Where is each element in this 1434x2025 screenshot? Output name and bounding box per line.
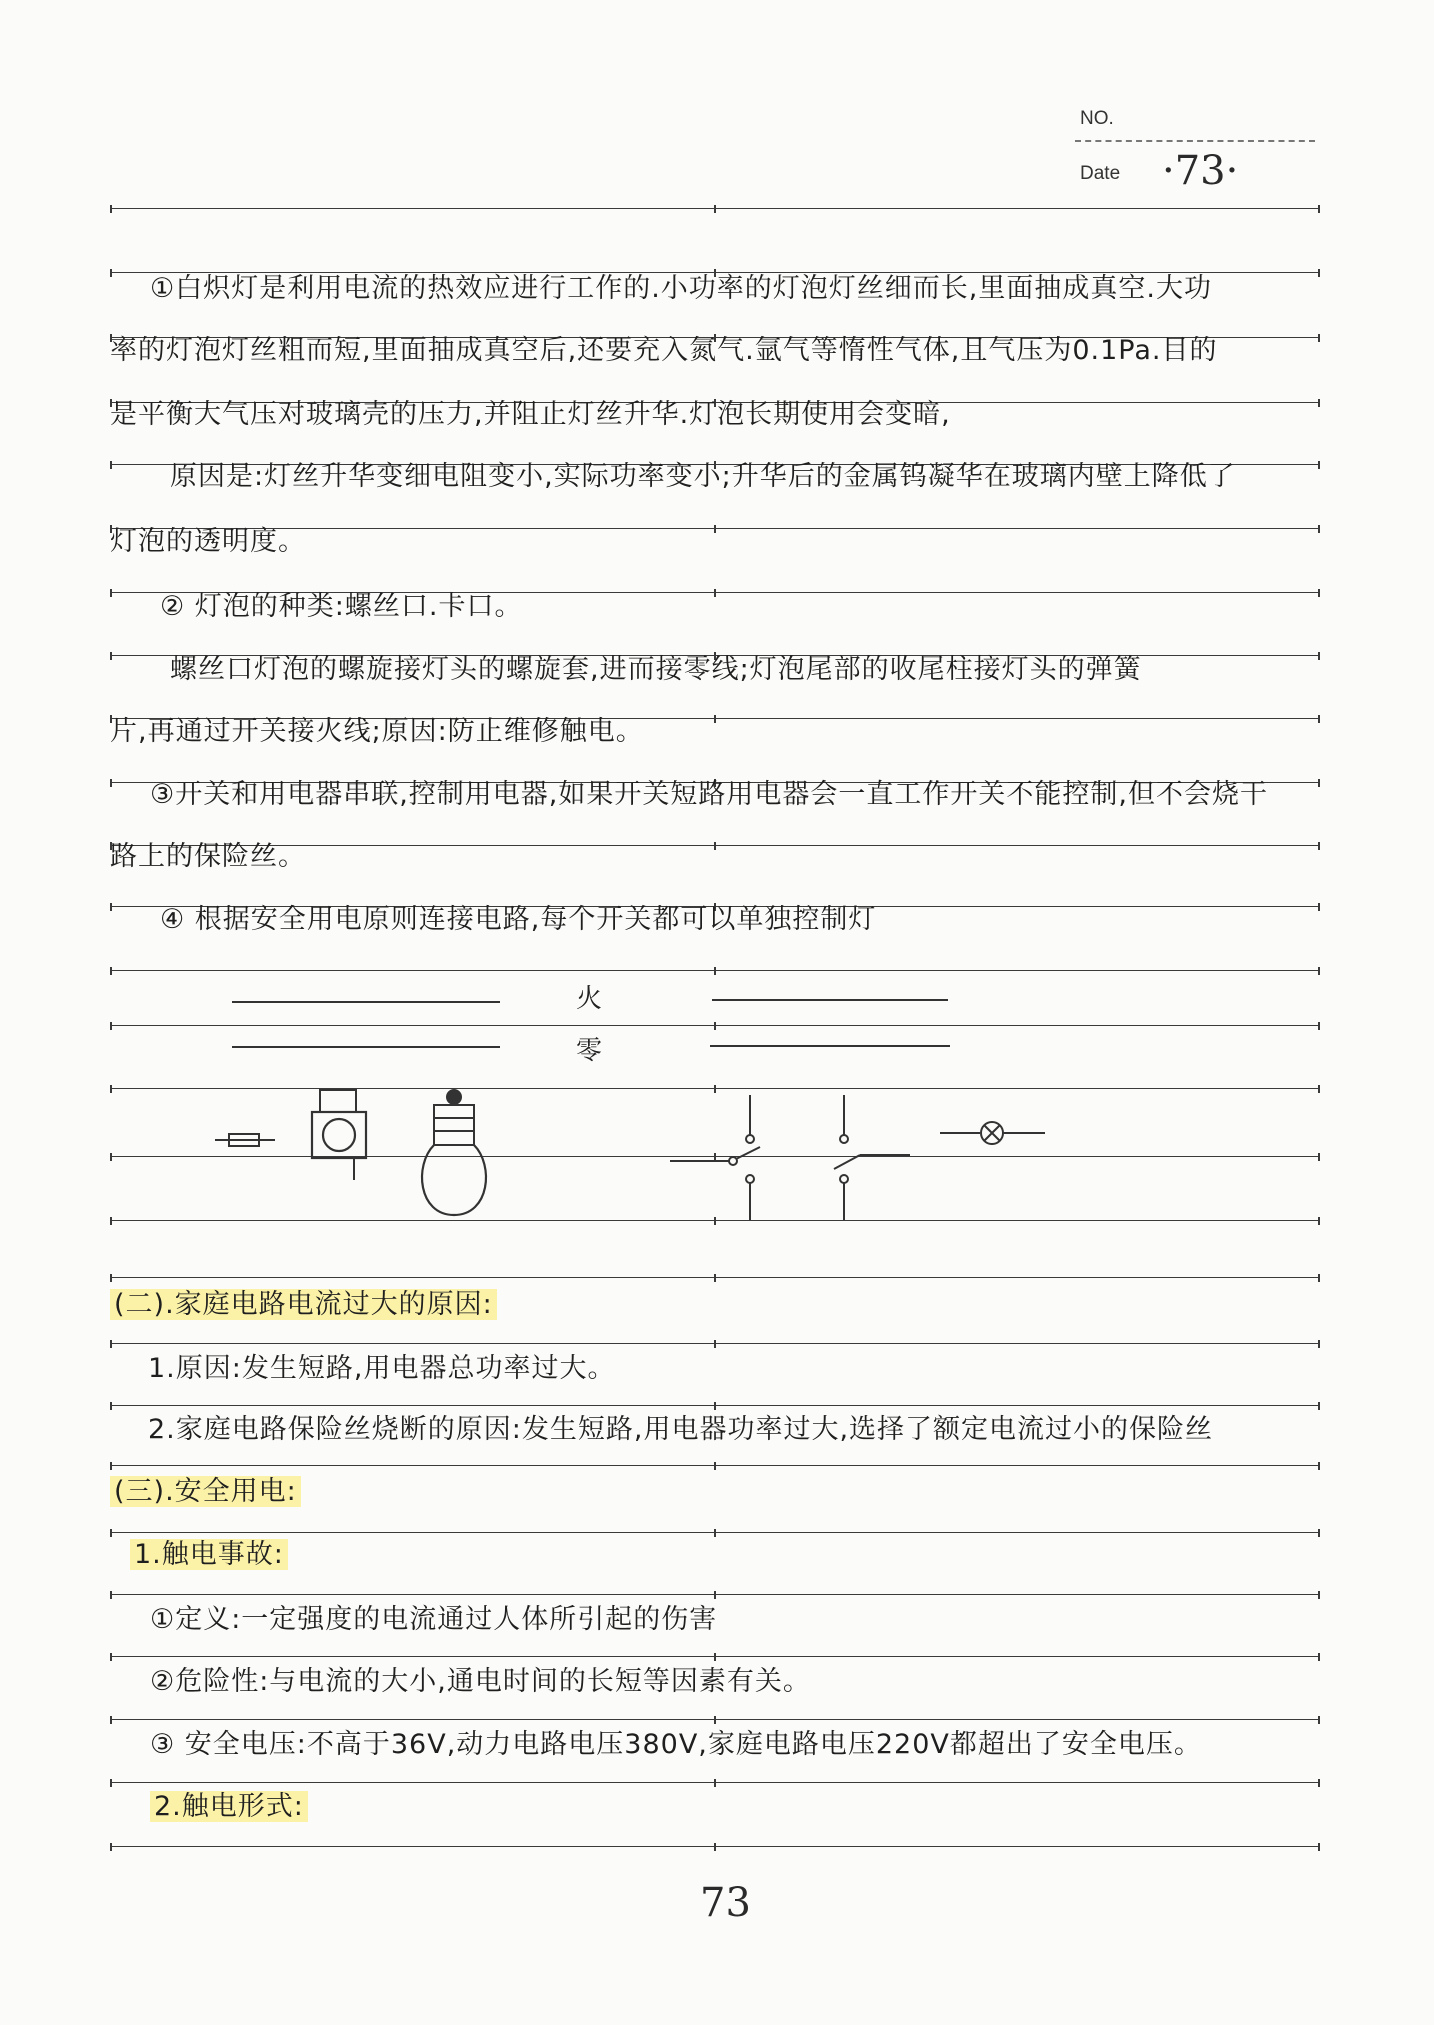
section-heading-text: 1.触电事故: [130, 1539, 288, 1570]
ruled-line [110, 1088, 1320, 1089]
rule-tick [110, 652, 112, 660]
ruled-line [110, 1025, 1320, 1026]
note-line: 片,再通过开关接火线;原因:防止维修触电。 [110, 716, 644, 747]
rule-tick [1318, 205, 1320, 213]
rule-tick [110, 1529, 112, 1537]
rule-tick [714, 525, 716, 533]
rule-tick [1318, 1653, 1320, 1661]
rule-tick [714, 1462, 716, 1470]
rule-tick [714, 842, 716, 850]
rule-tick [110, 1402, 112, 1410]
ruled-line [110, 1846, 1320, 1847]
note-line: 是平衡大气压对玻璃壳的压力,并阻止灯丝升华.灯泡长期使用会变暗, [110, 399, 951, 430]
rule-tick [1318, 842, 1320, 850]
rule-tick [714, 589, 716, 597]
rule-tick [714, 1085, 716, 1093]
rule-tick [1318, 1340, 1320, 1348]
date-value: ·73· [1162, 148, 1239, 194]
rule-tick [110, 1217, 112, 1225]
note-line: 率的灯泡灯丝粗而短,里面抽成真空后,还要充入氮气.氩气等惰性气体,且气压为0.1Pa.目的 [110, 335, 1218, 366]
rule-tick [1318, 1085, 1320, 1093]
light-bulb-symbol [420, 1085, 510, 1225]
rule-tick [110, 903, 112, 911]
section-heading-text: 2.触电形式: [150, 1791, 308, 1822]
ruled-line [110, 1343, 1320, 1344]
rule-tick [714, 967, 716, 975]
rule-tick [714, 1843, 716, 1851]
rule-tick [110, 779, 112, 787]
rule-tick [1318, 1529, 1320, 1537]
rule-tick [1318, 461, 1320, 469]
rule-tick [714, 1340, 716, 1348]
fuse-symbol [215, 1125, 275, 1155]
rule-tick [1318, 967, 1320, 975]
rule-tick [1318, 1716, 1320, 1724]
rule-tick [110, 205, 112, 213]
rule-tick [1318, 1779, 1320, 1787]
ruled-line [110, 1719, 1320, 1720]
section-heading [110, 1469, 301, 1508]
ruled-line [110, 970, 1320, 971]
rule-tick [1318, 1591, 1320, 1599]
rule-tick [714, 1779, 716, 1787]
two-way-switch-right [820, 1095, 920, 1225]
socket-symbol [310, 1090, 380, 1180]
rule-tick [110, 1153, 112, 1161]
note-line: ①白炽灯是利用电流的热效应进行工作的.小功率的灯泡灯丝细而长,里面抽成真空.大功 [150, 273, 1212, 304]
section-heading [150, 1784, 308, 1823]
rule-tick [110, 589, 112, 597]
note-line: ② 灯泡的种类:螺丝口.卡口。 [160, 591, 523, 622]
rule-tick [110, 1716, 112, 1724]
note-line: 原因是:灯丝升华变细电阻变小,实际功率变小;升华后的金属钨凝华在玻璃内壁上降低了 [170, 461, 1236, 492]
rule-tick [110, 1779, 112, 1787]
date-label: Date [1080, 163, 1121, 184]
rule-tick [1318, 589, 1320, 597]
rule-tick [110, 1274, 112, 1282]
rule-tick [1318, 334, 1320, 342]
section-heading-text: (三).安全用电: [110, 1476, 301, 1507]
neutral-wire-right [710, 1045, 950, 1047]
rule-tick [1318, 1022, 1320, 1030]
rule-tick [1318, 903, 1320, 911]
neutral-wire-left [232, 1046, 500, 1048]
note-line: 1.原因:发生短路,用电器总功率过大。 [148, 1353, 616, 1384]
live-wire-label: 火 [576, 984, 603, 1014]
rule-tick [110, 461, 112, 469]
rule-tick [1318, 525, 1320, 533]
two-way-switch-left [670, 1095, 770, 1225]
note-line: ①定义:一定强度的电流通过人体所引起的伤害 [150, 1604, 718, 1635]
neutral-wire-label: 零 [576, 1036, 603, 1066]
rule-tick [110, 1085, 112, 1093]
live-wire-right [712, 999, 948, 1001]
page-number: 73 [700, 1880, 751, 1926]
rule-tick [1318, 715, 1320, 723]
rule-tick [1318, 1217, 1320, 1225]
note-line: ③开关和用电器串联,控制用电器,如果开关短路用电器会一直工作开关不能控制,但不会烧干 [150, 779, 1268, 810]
rule-tick [110, 1340, 112, 1348]
rule-tick [714, 205, 716, 213]
rule-tick [1318, 779, 1320, 787]
ruled-line [110, 208, 1320, 209]
section-heading [110, 1282, 497, 1321]
rule-tick [110, 1843, 112, 1851]
ruled-line [110, 1532, 1320, 1533]
ruled-line [110, 1405, 1320, 1406]
rule-tick [110, 1022, 112, 1030]
rule-tick [110, 269, 112, 277]
note-line: 路上的保险丝。 [110, 841, 306, 872]
rule-tick [110, 1591, 112, 1599]
number-label: NO. [1080, 108, 1114, 129]
note-line: ③ 安全电压:不高于36V,动力电路电压380V,家庭电路电压220V都超出了安全电压。 [150, 1729, 1202, 1760]
ruled-line [110, 1594, 1320, 1595]
rule-tick [1318, 1462, 1320, 1470]
note-line: 灯泡的透明度。 [110, 526, 306, 557]
note-line: 螺丝口灯泡的螺旋接灯头的螺旋套,进而接零线;灯泡尾部的收尾柱接灯头的弹簧 [170, 654, 1142, 685]
rule-tick [1318, 1153, 1320, 1161]
ruled-line [110, 1277, 1320, 1278]
rule-tick [1318, 1274, 1320, 1282]
ruled-line [110, 1782, 1320, 1783]
rule-tick [1318, 652, 1320, 660]
section-heading [130, 1532, 288, 1571]
rule-tick [714, 1022, 716, 1030]
rule-tick [1318, 1843, 1320, 1851]
rule-tick [714, 1274, 716, 1282]
lamp-symbol [940, 1118, 1050, 1148]
note-line: ④ 根据安全用电原则连接电路,每个开关都可以单独控制灯 [160, 904, 877, 935]
section-heading-text: (二).家庭电路电流过大的原因: [110, 1289, 497, 1320]
number-dash-rule [1075, 140, 1315, 142]
rule-tick [714, 715, 716, 723]
ruled-line [110, 1465, 1320, 1466]
rule-tick [110, 967, 112, 975]
ruled-line [110, 1656, 1320, 1657]
note-line: 2.家庭电路保险丝烧断的原因:发生短路,用电器功率过大,选择了额定电流过小的保险丝 [148, 1414, 1214, 1445]
rule-tick [714, 1529, 716, 1537]
note-line: ②危险性:与电流的大小,通电时间的长短等因素有关。 [150, 1666, 811, 1697]
rule-tick [1318, 399, 1320, 407]
rule-tick [110, 1653, 112, 1661]
rule-tick [1318, 1402, 1320, 1410]
live-wire-left [232, 1001, 500, 1003]
rule-tick [1318, 269, 1320, 277]
